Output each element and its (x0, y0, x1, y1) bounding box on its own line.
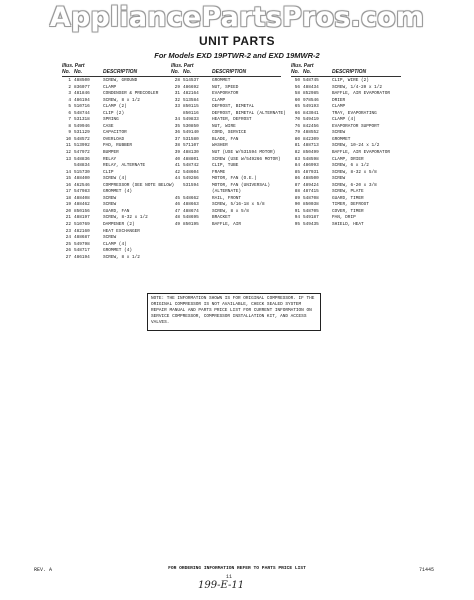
illus-number: 66 (294, 110, 300, 116)
illus-number: 32 (174, 97, 180, 103)
part-description: EVAPORATOR (212, 91, 239, 97)
column-header (62, 63, 184, 75)
illus-number: 41 (174, 163, 180, 169)
part-description: CLIP (2) (103, 110, 125, 116)
table-row (291, 222, 413, 229)
part-number: 850038 (303, 202, 319, 208)
illus-number: 87 (294, 182, 300, 188)
part-number: 488197 (74, 215, 90, 221)
illus-number: 37 (174, 136, 180, 142)
part-number: 482164 (183, 91, 199, 97)
illus-number: 85 (294, 169, 300, 175)
illus-number: 49 (174, 222, 180, 228)
header-rule (291, 76, 401, 77)
header-partno: No. (74, 69, 83, 75)
part-description: MOTOR, FAN (UNIVERSAL) (ALTERNATE) (212, 182, 270, 195)
part-description: SCREW, 8 x 5/8 (212, 208, 249, 214)
illus-number: 26 (65, 248, 71, 254)
illus-number: 86 (294, 176, 300, 182)
header-rule (62, 76, 172, 77)
part-description: GUARD, FAN (103, 208, 130, 214)
header-illus: Illus. Part (291, 63, 314, 69)
part-description: CLAMP, DRIER (332, 156, 364, 162)
part-description: SCREW (103, 235, 117, 241)
parts-list (62, 78, 184, 261)
part-number: 571107 (183, 143, 199, 149)
part-description: PAN, DRIP (332, 215, 356, 221)
part-description: CLAMP (4) (332, 117, 356, 123)
part-description: CORD, SERVICE (212, 130, 247, 136)
part-description: WASHER (212, 143, 228, 149)
part-number: 549798 (74, 241, 90, 247)
illus-number: 94 (294, 215, 300, 221)
illus-number: 48 (174, 215, 180, 221)
part-description: CLIP, TUBE (212, 163, 239, 169)
illus-number: 22 (65, 222, 71, 228)
illus-number: 36 (174, 130, 180, 136)
illus-number: 88 (294, 189, 300, 195)
illus-number: 10 (65, 136, 71, 142)
part-description: SCREW (USE W/549266 MOTOR) (212, 156, 281, 162)
part-number: 488400 (74, 176, 90, 182)
part-number: 547972 (74, 150, 90, 156)
part-description: GUARD, TIMER (332, 195, 364, 201)
header-desc: DESCRIPTION (103, 69, 138, 75)
illus-number: 27 (65, 254, 71, 260)
part-number: 547983 (74, 189, 90, 195)
part-description: CLAMP (212, 97, 226, 103)
part-number: 488801 (183, 156, 199, 162)
part-description: OVERLOAD (103, 136, 125, 142)
part-number: 510716 (74, 104, 90, 110)
part-number: 488130 (183, 150, 199, 156)
parts-list (291, 78, 413, 229)
part-description: CLAMP (4) (103, 241, 127, 247)
illus-number: 84 (294, 163, 300, 169)
illus-number: 13 (65, 156, 71, 162)
header-illus: Illus. Part (171, 63, 194, 69)
illus-number: 24 (65, 235, 71, 241)
part-number: 549140 (183, 130, 199, 136)
part-number: 531318 (74, 117, 90, 123)
part-number: 549187 (303, 215, 319, 221)
part-number: 548598 (303, 156, 319, 162)
part-description: SCREW, 10-24 x 1/2 (332, 143, 380, 149)
illus-number: 2 (68, 84, 71, 90)
illus-number: 18 (65, 195, 71, 201)
part-description: FRAME (212, 169, 226, 175)
part-number: 488663 (183, 202, 199, 208)
part-number: 850499 (303, 150, 319, 156)
illus-number: 46 (174, 202, 180, 208)
part-number: 548695 (183, 215, 199, 221)
part-description: RELAY (103, 156, 117, 162)
part-number: 843041 (303, 110, 319, 116)
part-number: 486993 (303, 163, 319, 169)
illus-number: 25 (65, 241, 71, 247)
illus-number: 14 (65, 169, 71, 175)
illus-number: 4 (68, 97, 71, 103)
part-number: 852985 (303, 91, 319, 97)
part-number: 850195 (183, 222, 199, 228)
header-no: No. (62, 69, 71, 75)
part-description: TIMER, DEFROST (332, 202, 369, 208)
illus-number: 19 (65, 202, 71, 208)
illus-number: 56 (294, 84, 300, 90)
part-description: CAPACITOR (103, 130, 127, 136)
part-number: 486692 (183, 84, 199, 90)
illus-number: 76 (294, 123, 300, 129)
illus-number: 40 (174, 156, 180, 162)
part-description: SCREW, GROUND (103, 78, 138, 83)
header-no: No. (291, 69, 300, 75)
illus-number: 65 (294, 104, 300, 110)
illus-number: 90 (294, 202, 300, 208)
part-number: 488500 (74, 78, 90, 83)
part-description: COVER, TIMER (332, 208, 364, 214)
part-number: 842309 (303, 136, 319, 142)
part-number: 836077 (74, 84, 90, 90)
compressor-note-box: NOTE: THE INFORMATION SHOWN IS FOR ORIGINAL COMPRESSOR. IF THE ORIGINAL COMPRESSOR IS NOT AVAILABLE, CHECK SEALED SYSTEM REPAIR MANUAL AND PARTS PRICE LIST FOR CURRENT INFORMATION ON SERVICE COMPRESSOR, COMPRESSOR INSTALLATION KIT, AND ACCESS VALVES. (147, 293, 321, 331)
part-number: 487415 (303, 189, 319, 195)
table-row (171, 222, 293, 229)
part-number: 549435 (303, 222, 319, 228)
part-number: 548572 (74, 136, 90, 142)
illus-number: 20 (65, 208, 71, 214)
illus-number: 83 (294, 156, 300, 162)
header-rule (171, 76, 281, 77)
part-number: 548705 (303, 208, 319, 214)
part-description: CLAMP (332, 104, 346, 110)
parts-column-1 (62, 63, 184, 261)
illus-number: 17 (65, 189, 71, 195)
part-number: 515730 (74, 169, 90, 175)
illus-number: 8 (68, 123, 71, 129)
handwritten-annotation: 199-E-11 (198, 580, 245, 591)
illus-number: 11 (65, 143, 71, 149)
part-number: 548745 (303, 78, 319, 83)
part-description: CASE (103, 123, 114, 129)
part-number: 514537 (183, 78, 199, 83)
illus-number: 47 (174, 208, 180, 214)
part-description: BLADE, FAN (212, 136, 239, 142)
part-description: SCREW (103, 195, 117, 201)
header-desc: DESCRIPTION (212, 69, 247, 75)
part-number: 850156 (74, 208, 90, 214)
part-description: BAFFLE, AIR EVAPORATOR (332, 91, 390, 97)
part-number: 482160 (74, 228, 90, 234)
header-partno: No. (303, 69, 312, 75)
header-illus: Illus. Part (62, 63, 85, 69)
part-description: NUT, WIRE (212, 123, 236, 129)
part-description: GROMMET (332, 136, 351, 142)
header-partno: No. (183, 69, 192, 75)
header-desc: DESCRIPTION (332, 69, 367, 75)
illus-number: 28 (174, 78, 180, 83)
part-number: 548604 (183, 169, 199, 175)
illus-number: 82 (294, 150, 300, 156)
column-header (171, 63, 293, 75)
part-number: 548717 (74, 248, 90, 254)
part-description: SCREW, PLATE (332, 189, 364, 195)
illus-number: 91 (294, 208, 300, 214)
part-description: SCREW (103, 202, 117, 208)
part-description: SCREW, 8 x 1/2 (103, 97, 140, 103)
illus-number: 95 (294, 222, 300, 228)
part-number: 488462 (74, 202, 90, 208)
ordering-footer: FOR ORDERING INFORMATION REFER TO PARTS PRICE LIST (168, 566, 306, 571)
part-number: 850116 (183, 110, 199, 116)
part-description: SHIELD, HEAT (332, 222, 364, 228)
part-description: CONDENSER & PRECOOLER (103, 91, 159, 97)
part-description: RELAY, ALTERNATE (103, 163, 146, 169)
part-description: SCREW, 6-20 x 3/8 (332, 182, 377, 188)
illus-number: 21 (65, 215, 71, 221)
part-description: GROMMET (4) (103, 189, 132, 195)
table-row (171, 183, 293, 196)
part-number: 531580 (183, 136, 199, 142)
illus-number: 16 (65, 182, 71, 188)
part-description: DEFROST, BIMETAL (ALTERNATE) (212, 110, 286, 116)
illus-number: 81 (294, 143, 300, 149)
part-description: NUT (USE W/531594 MOTOR) (212, 150, 276, 156)
illus-number: 42 (174, 169, 180, 175)
part-number: 488408 (74, 195, 90, 201)
illus-number: 38 (174, 143, 180, 149)
part-number: 531594 (183, 182, 199, 188)
part-description: SCREW, 8-32 x 5/8 (332, 169, 377, 175)
part-description: COMPRESSOR (SEE NOTE BELOW) (103, 182, 175, 188)
illus-number: 35 (174, 123, 180, 129)
parts-column-2 (171, 63, 293, 229)
part-description: NUT, SPEED (212, 84, 239, 90)
parts-column-3 (291, 63, 413, 229)
watermark-logo: AppliancePartsPros.com (49, 2, 425, 33)
part-description: CLIP, WIRE (2) (332, 78, 369, 83)
part-number: 548708 (303, 195, 319, 201)
illus-number: 70 (294, 117, 300, 123)
part-description: SPRING (103, 117, 119, 123)
part-number: 549419 (303, 117, 319, 123)
part-number: 486194 (74, 97, 90, 103)
page-title: UNIT PARTS (198, 34, 276, 48)
page-number: 11 (226, 574, 233, 580)
part-description: CLAMP (103, 84, 117, 90)
part-description: EVAPORATOR SUPPORT (332, 123, 380, 129)
part-number: 488687 (74, 235, 90, 241)
part-description: MOTOR, FAN (O.E.) (212, 176, 257, 182)
part-description: CLIP (103, 169, 114, 175)
header-no: No. (171, 69, 180, 75)
illus-number: 34 (174, 117, 180, 123)
part-description: HEAT EXCHANGER (103, 228, 140, 234)
part-description: BUMPER (103, 150, 119, 156)
part-number: 549266 (183, 176, 199, 182)
illus-number: 15 (65, 176, 71, 182)
part-description: SCREW, 6 x 1/2 (332, 163, 369, 169)
page-subtitle: For Models EXD 19PTWR-2 and EXD 19MWR-2 (154, 51, 320, 60)
part-number: 548742 (183, 163, 199, 169)
illus-number: 29 (174, 84, 180, 90)
part-description: GROMMET (212, 78, 231, 83)
part-description: TRAY, EVAPORATING (332, 110, 377, 116)
table-row (62, 255, 184, 262)
part-description: SCREW (332, 176, 346, 182)
illus-number: 5 (68, 104, 71, 110)
illus-number: 89 (294, 195, 300, 201)
illus-number: 31 (174, 91, 180, 97)
parts-list (171, 78, 293, 229)
part-description: SCREW, 1/4-20 x 1/2 (332, 84, 383, 90)
part-description: BRACKET (212, 215, 231, 221)
part-description: DAMPENER (2) (103, 222, 135, 228)
part-number: 489424 (303, 182, 319, 188)
illus-number: 79 (294, 130, 300, 136)
illus-number: 80 (294, 136, 300, 142)
part-description: SCREW (4) (103, 176, 127, 182)
part-number: 548744 (74, 110, 90, 116)
part-number: 548834 (74, 163, 90, 169)
revision-label: REV. A (34, 567, 53, 573)
part-description: SCREW, 8-32 x 1/2 (103, 215, 148, 221)
part-description: DEFROST, BIMETAL (212, 104, 255, 110)
part-description: GROMMET (4) (103, 248, 132, 254)
part-number: 549833 (183, 117, 199, 123)
illus-number: 3 (68, 91, 71, 97)
part-number: 488674 (183, 208, 199, 214)
illus-number: 1 (68, 78, 71, 83)
part-description: PAD, RUBBER (103, 143, 132, 149)
part-description: BAFFLE, AIR EVAPORATOR (332, 150, 390, 156)
illus-number: 33 (174, 104, 180, 110)
part-number: 531129 (74, 130, 90, 136)
part-number: 481846 (74, 91, 90, 97)
part-number: 513584 (183, 97, 199, 103)
part-number: 850115 (183, 104, 199, 110)
part-number: 462546 (74, 182, 90, 188)
part-number: 488713 (303, 143, 319, 149)
part-number: 530850 (183, 123, 199, 129)
part-description: CLAMP (2) (103, 104, 127, 110)
document-number: 71445 (419, 567, 435, 573)
part-number: 488552 (303, 130, 319, 136)
part-description: SCREW (332, 130, 346, 136)
illus-number: 58 (294, 91, 300, 97)
part-number: 978546 (303, 97, 319, 103)
part-number: 842456 (303, 123, 319, 129)
illus-number: 7 (68, 117, 71, 123)
part-number: 548662 (183, 195, 199, 201)
part-number: 513992 (74, 143, 90, 149)
illus-number: 12 (65, 150, 71, 156)
part-description: BAFFLE, AIR (212, 222, 241, 228)
illus-number: 44 (174, 176, 180, 182)
part-number: 510769 (74, 222, 90, 228)
part-number: 549193 (303, 104, 319, 110)
part-number: 548836 (74, 156, 90, 162)
illus-number: 50 (294, 78, 300, 83)
illus-number: 60 (294, 97, 300, 103)
part-description: RAIL, FRONT (212, 195, 241, 201)
part-description: SCREW, 8 x 1/2 (103, 254, 140, 260)
part-description: DRIER (332, 97, 346, 103)
illus-number: 9 (68, 130, 71, 136)
illus-number: 23 (65, 228, 71, 234)
part-number: 488500 (303, 176, 319, 182)
part-number: 486194 (74, 254, 90, 260)
part-number: 487931 (303, 169, 319, 175)
part-number: 488434 (303, 84, 319, 90)
part-description: HEATER, DEFROST (212, 117, 252, 123)
illus-number: 45 (174, 195, 180, 201)
illus-number: 6 (68, 110, 71, 116)
column-header (291, 63, 413, 75)
part-number: 549946 (74, 123, 90, 129)
part-description: SCREW, 5/16-18 x 5/8 (212, 202, 265, 208)
illus-number: 39 (174, 150, 180, 156)
